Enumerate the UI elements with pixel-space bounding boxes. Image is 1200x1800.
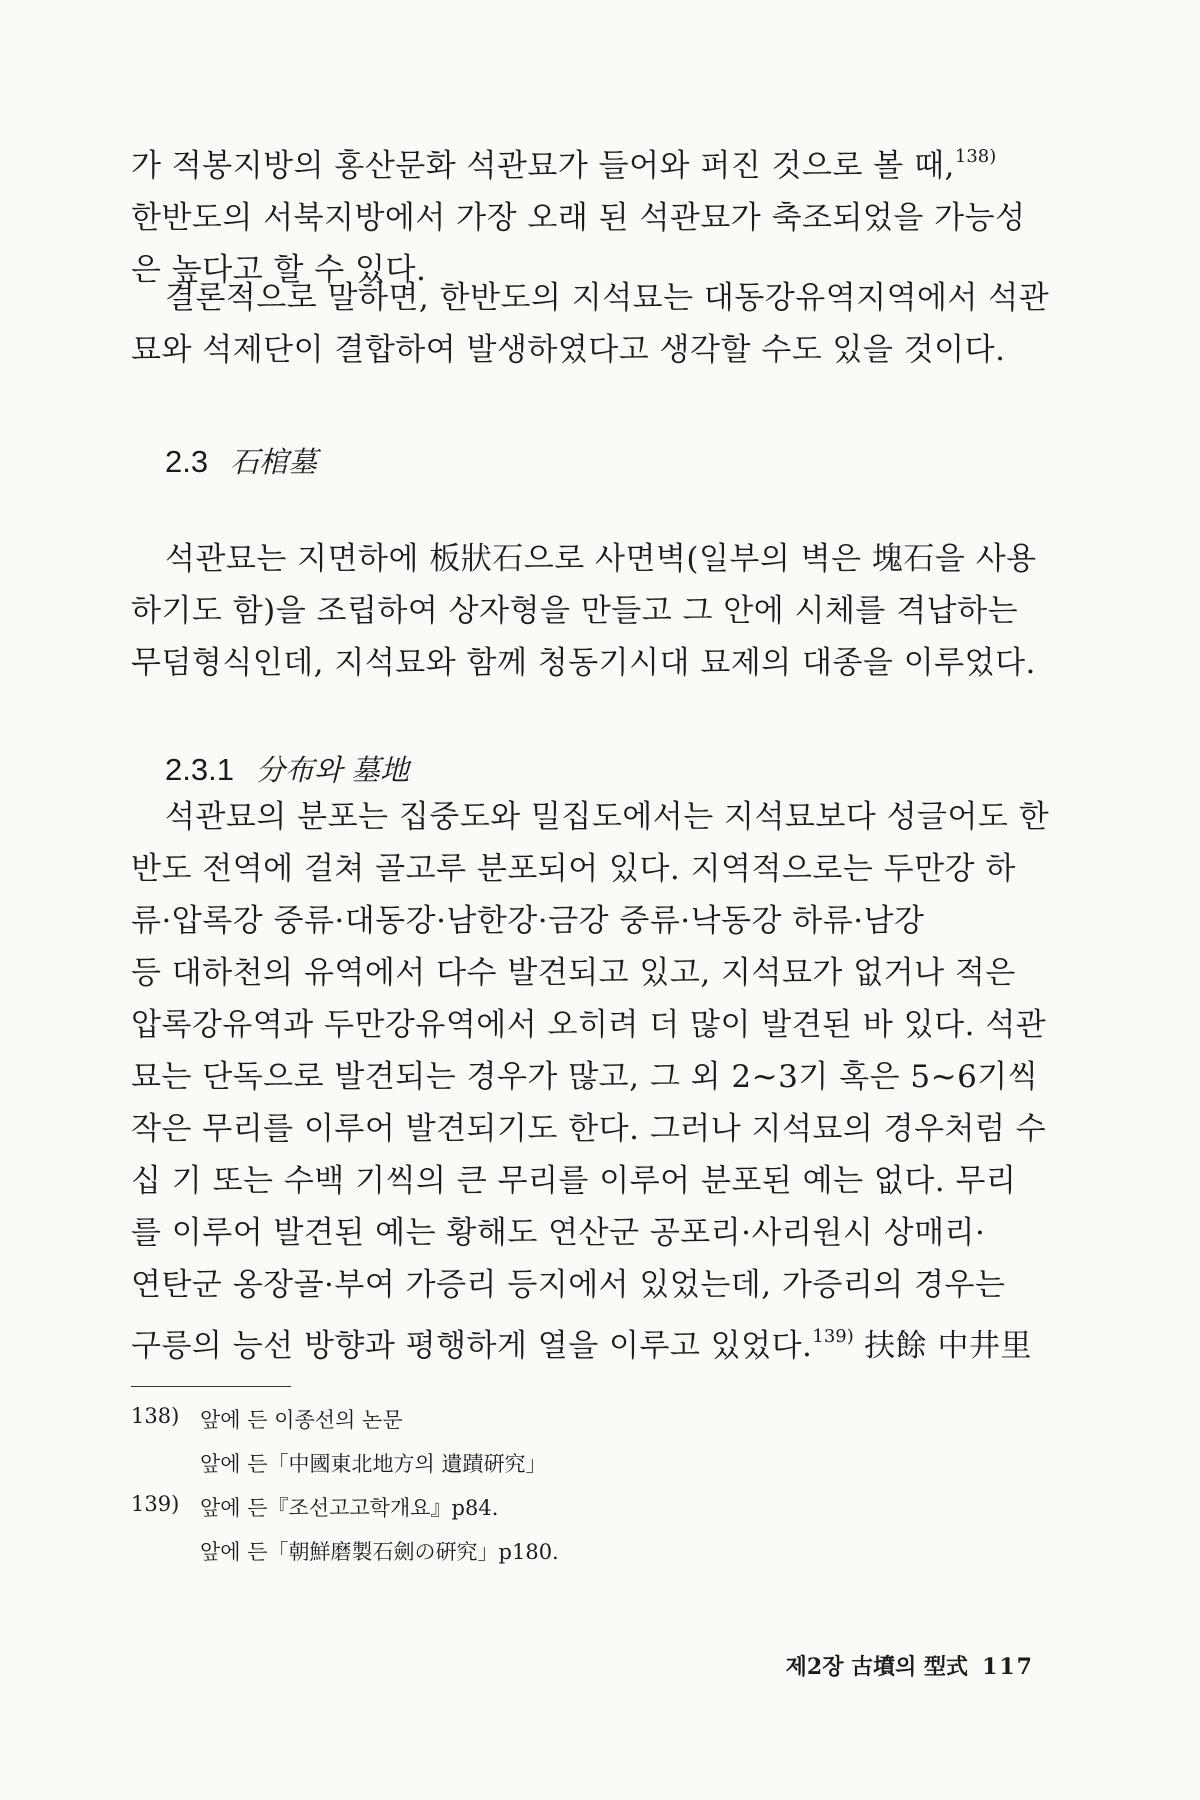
footnote-text: 앞에 든「朝鮮磨製石劍の硏究」p180. [200,1540,559,1564]
subsection-number: 2.3.1 [165,752,234,787]
text-line: 하기도 함)을 조립하여 상자형을 만들고 그 안에 시체를 격납하는 [131,593,1019,629]
text-line: 석관묘의 분포는 집중도와 밀집도에서는 지석묘보다 성글어도 한 [165,799,1050,835]
running-footer [786,1650,1034,1681]
chapter-title: 제2장 古墳의 型式 [785,1654,969,1680]
text-line: 를 이루어 발견된 예는 황해도 연산군 공포리·사리원시 상매리· [131,1215,986,1251]
footnote-divider [131,1386,291,1387]
text-line: 압록강유역과 두만강유역에서 오히려 더 많이 발견된 바 있다. 석관 [131,1007,1047,1043]
page-number: 117 [982,1654,1034,1680]
section-heading [165,440,317,481]
text-line: 구릉의 능선 방향과 평행하게 열을 이루고 있었다.$^{139)}$ 扶餘 中井里 [131,1326,1033,1364]
footnote-number: 138) [131,1404,180,1428]
paragraph-2 [131,272,1065,376]
text-line: 결론적으로 말하면, 한반도의 지석묘는 대동강유역지역에서 석관 [165,280,1050,316]
text-line: 은 높다고 할 수 있다. [131,252,427,288]
text-line: 무덤형식인데, 지석묘와 함께 청동기시대 묘제의 대종을 이루었다. [131,645,1036,681]
footnote-text: 앞에 든「中國東北地方의 遺蹟硏究」 [200,1452,547,1476]
text-line: 묘는 단독으로 발견되는 경우가 많고, 그 외 2~3기 혹은 5~6기씩 [131,1059,1039,1095]
footnote-ref[interactable]: 139) [812,1326,854,1347]
footnote-ref[interactable]: 138) [954,146,997,167]
footnote-number: 139) [131,1492,180,1516]
text-line: 가 적봉지방의 홍산문화 석관묘가 들어와 퍼진 것으로 볼 때,$^{138)}$ [131,146,997,184]
section-title: 石棺墓 [230,445,318,479]
text-line: 한반도의 서북지방에서 가장 오래 된 석관묘가 축조되었을 가능성 [131,200,1026,236]
text-line: 석관묘는 지면하에 板狀石으로 사면벽(일부의 벽은 塊石을 사용 [165,541,1037,577]
text-line: 반도 전역에 걸쳐 골고루 분포되어 있다. 지역적으로는 두만강 하 [131,851,1016,887]
text-line: 십 기 또는 수백 기씩의 큰 무리를 이루어 분포된 예는 없다. 무리 [131,1163,1017,1199]
text-line: 묘와 석제단이 결합하여 발생하였다고 생각할 수도 있을 것이다. [131,332,1006,368]
paragraph-4 [131,791,1065,1372]
paragraph-3 [131,533,1065,689]
section-number: 2.3 [165,444,209,479]
text-line: 류·압록강 중류·대동강·남한강·금강 중류·낙동강 하류·남강 [131,903,925,939]
text-line: 작은 무리를 이루어 발견되기도 한다. 그러나 지석묘의 경우처럼 수 [131,1111,1047,1147]
subsection-heading [165,748,409,789]
text-line: 연탄군 옹장골·부여 가증리 등지에서 있었는데, 가증리의 경우는 [131,1267,1006,1303]
footnote-text: 앞에 든『조선고고학개요』p84. [200,1496,499,1520]
text-line: 등 대하천의 유역에서 다수 발견되고 있고, 지석묘가 없거나 적은 [131,955,1016,991]
subsection-title: 分布와 墓地 [255,753,410,787]
footnote-text: 앞에 든 이종선의 논문 [200,1408,403,1432]
